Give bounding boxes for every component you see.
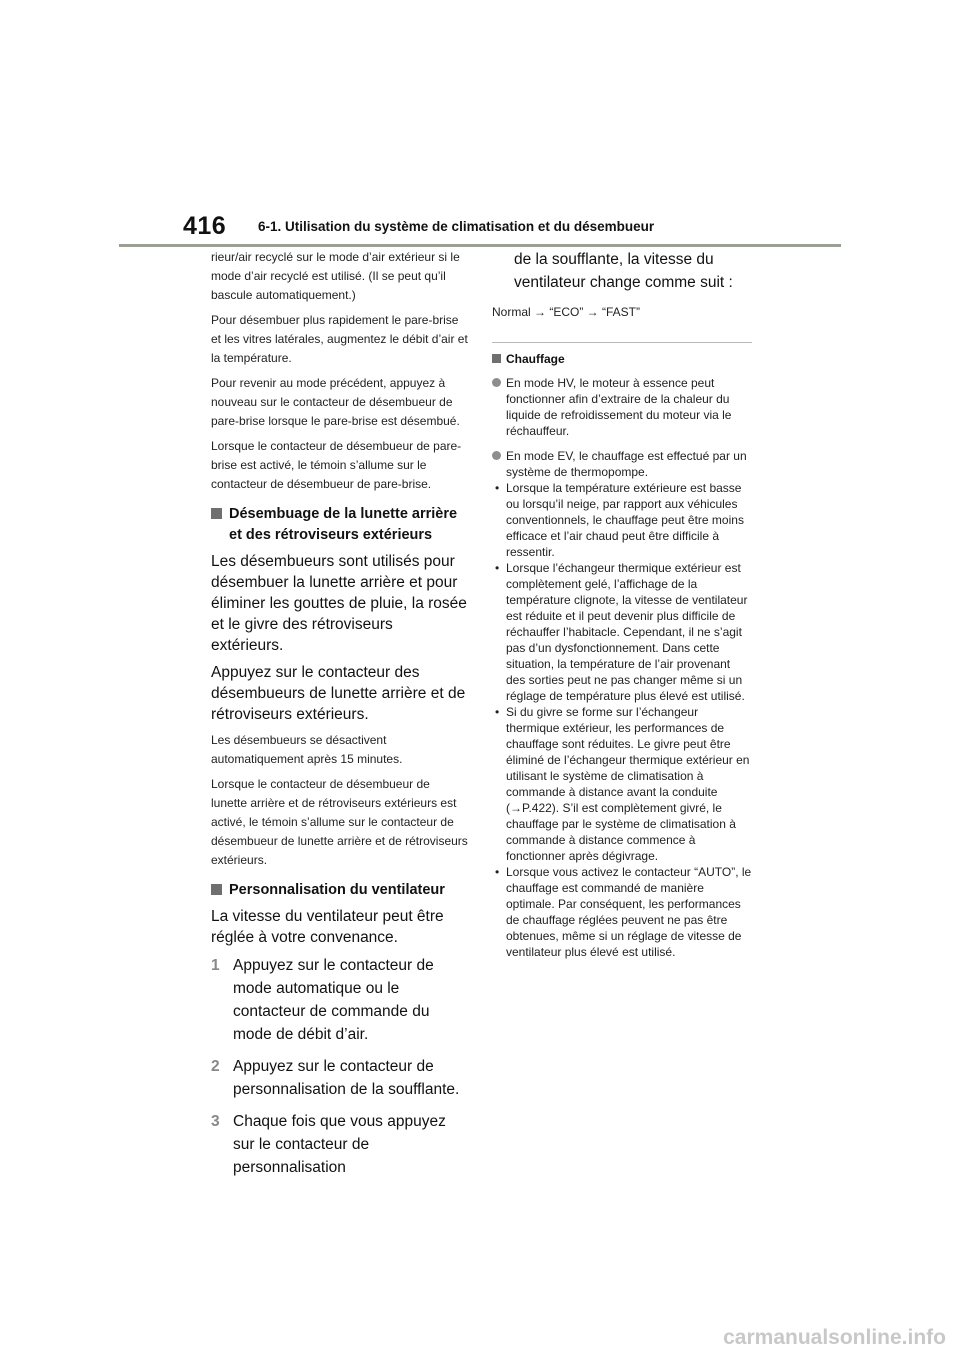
watermark: carmanualsonline.info <box>723 1326 946 1349</box>
paragraph: Lorsque le contacteur de désembueur de pare-brise est activé, le témoin s’allume sur le contacteur de désembueur de pare-brise. <box>211 439 462 491</box>
paragraph: Pour revenir au mode précédent, appuyez à nouveau sur le contacteur de désembueur de pare-brise lorsque le pare-brise est désembué. <box>211 376 460 428</box>
bullet-item <box>492 375 752 439</box>
step-3 <box>211 1110 469 1179</box>
sub-bullet-item <box>492 864 752 960</box>
heading-text: Chauffage <box>506 352 565 366</box>
left-column <box>211 248 469 1188</box>
step-2 <box>211 1055 469 1101</box>
right-column <box>492 248 752 960</box>
sub-bullet-text: Lorsque la température extérieure est basse ou lorsqu’il neige, par rapport aux véhicules conventionnels, le chauffage peut être moins efficace et l’air chaud peut être difficile à ressentir. <box>506 481 744 559</box>
paragraph: Appuyez sur le contacteur des désembueurs de lunette arrière et de rétroviseurs extérieurs. <box>211 664 466 723</box>
step-1 <box>211 954 469 1046</box>
sub-bullet-item <box>492 560 752 704</box>
bullet-item <box>492 448 752 480</box>
bullet-text: En mode HV, le moteur à essence peut fonctionner afin d’extraire de la chaleur du liquide de refroidissement du moteur via le réchauffeur. <box>506 376 732 438</box>
square-bullet-icon <box>211 884 222 895</box>
section-heading-fan <box>211 880 469 901</box>
sub-bullet-marker: • <box>495 561 500 575</box>
step-number: 3 <box>211 1113 220 1130</box>
paragraph: Pour désembuer plus rapidement le pare-brise et les vitres latérales, augmentez le débit d’air et la température. <box>211 313 468 365</box>
sub-bullet-item <box>492 480 752 560</box>
section-heading-defogger <box>211 504 469 546</box>
step-3-continued: de la soufflante, la vitesse du ventilateur change comme suit : <box>514 251 733 291</box>
square-bullet-icon <box>211 508 222 519</box>
divider <box>492 342 752 343</box>
round-bullet-icon <box>492 378 501 387</box>
paragraph: Les désembueurs se désactivent automatiquement après 15 minutes. <box>211 733 403 766</box>
round-bullet-icon <box>492 451 501 460</box>
sub-bullet-marker: • <box>495 865 500 879</box>
section-title: 6-1. Utilisation du système de climatisation et du désembueur <box>258 219 655 234</box>
header-divider <box>119 244 841 247</box>
heading-text: Personnalisation du ventilateur <box>229 882 445 898</box>
step-text: Appuyez sur le contacteur de personnalisation de la soufflante. <box>233 1058 460 1098</box>
sub-bullet-text: Lorsque vous activez le contacteur “AUTO”, le chauffage est commandé de manière optimale. Par conséquent, les performances de chauffage réglées peuvent ne pas être obtenues, même si un réglage de vitesse de ventilateur plus élevé est utilisé. <box>506 865 752 959</box>
sub-bullet-marker: • <box>495 705 500 719</box>
paragraph: La vitesse du ventilateur peut être réglée à votre convenance. <box>211 908 444 946</box>
fan-speed-sequence: Normal → “ECO” → “FAST” <box>492 305 641 319</box>
sub-bullet-item <box>492 704 752 864</box>
sub-bullet-text: Lorsque l’échangeur thermique extérieur est complètement gelé, l’affichage de la température clignote, la vitesse de ventilateur est réduite et il peut devenir plus difficile de réchauffer l’habitacle. Cependant, il ne s’agit pas d’un dysfonctionnement. Dans cette situation, la température de l’air provenant des sorties peut ne pas changer même si un réglage de température plus élevé est utilisé. <box>506 561 748 703</box>
step-text: Appuyez sur le contacteur de mode automatique ou le contacteur de commande du mode de débit d’air. <box>233 957 434 1043</box>
bullet-text: En mode EV, le chauffage est effectué par un système de thermopompe. <box>506 449 747 479</box>
paragraph: Lorsque le contacteur de désembueur de lunette arrière et de rétroviseurs extérieurs est activé, le témoin s’allume sur le contacteur de désembueur de lunette arrière et de rétroviseurs extérieurs. <box>211 777 468 867</box>
paragraph: rieur/air recyclé sur le mode d’air extérieur si le mode d’air recyclé est utilisé. (Il se peut qu’il bascule automatiquement.) <box>211 250 460 302</box>
step-number: 1 <box>211 957 220 974</box>
square-bullet-icon <box>492 354 501 363</box>
step-text: Chaque fois que vous appuyez sur le contacteur de personnalisation <box>233 1113 446 1176</box>
sub-bullet-marker: • <box>495 481 500 495</box>
heading-text: Désembuage de la lunette arrière et des rétroviseurs extérieurs <box>229 506 458 543</box>
page-number: 416 <box>183 212 227 240</box>
paragraph: Les désembueurs sont utilisés pour désembuer la lunette arrière et pour éliminer les gouttes de pluie, la rosée et le givre des rétroviseurs extérieurs. <box>211 553 467 654</box>
sub-bullet-text: Si du givre se forme sur l’échangeur thermique extérieur, les performances de chauffage sont réduites. Le givre peut être éliminé de l’échangeur thermique extérieur en utilisant le système de climatisation à commande à distance avant la conduite (→P.422). S’il est complètement givré, le chauffage par le système de climatisation à commande à distance commence à fonctionner après dégivrage. <box>506 705 750 863</box>
step-number: 2 <box>211 1058 220 1075</box>
section-heading-heating <box>492 351 752 367</box>
